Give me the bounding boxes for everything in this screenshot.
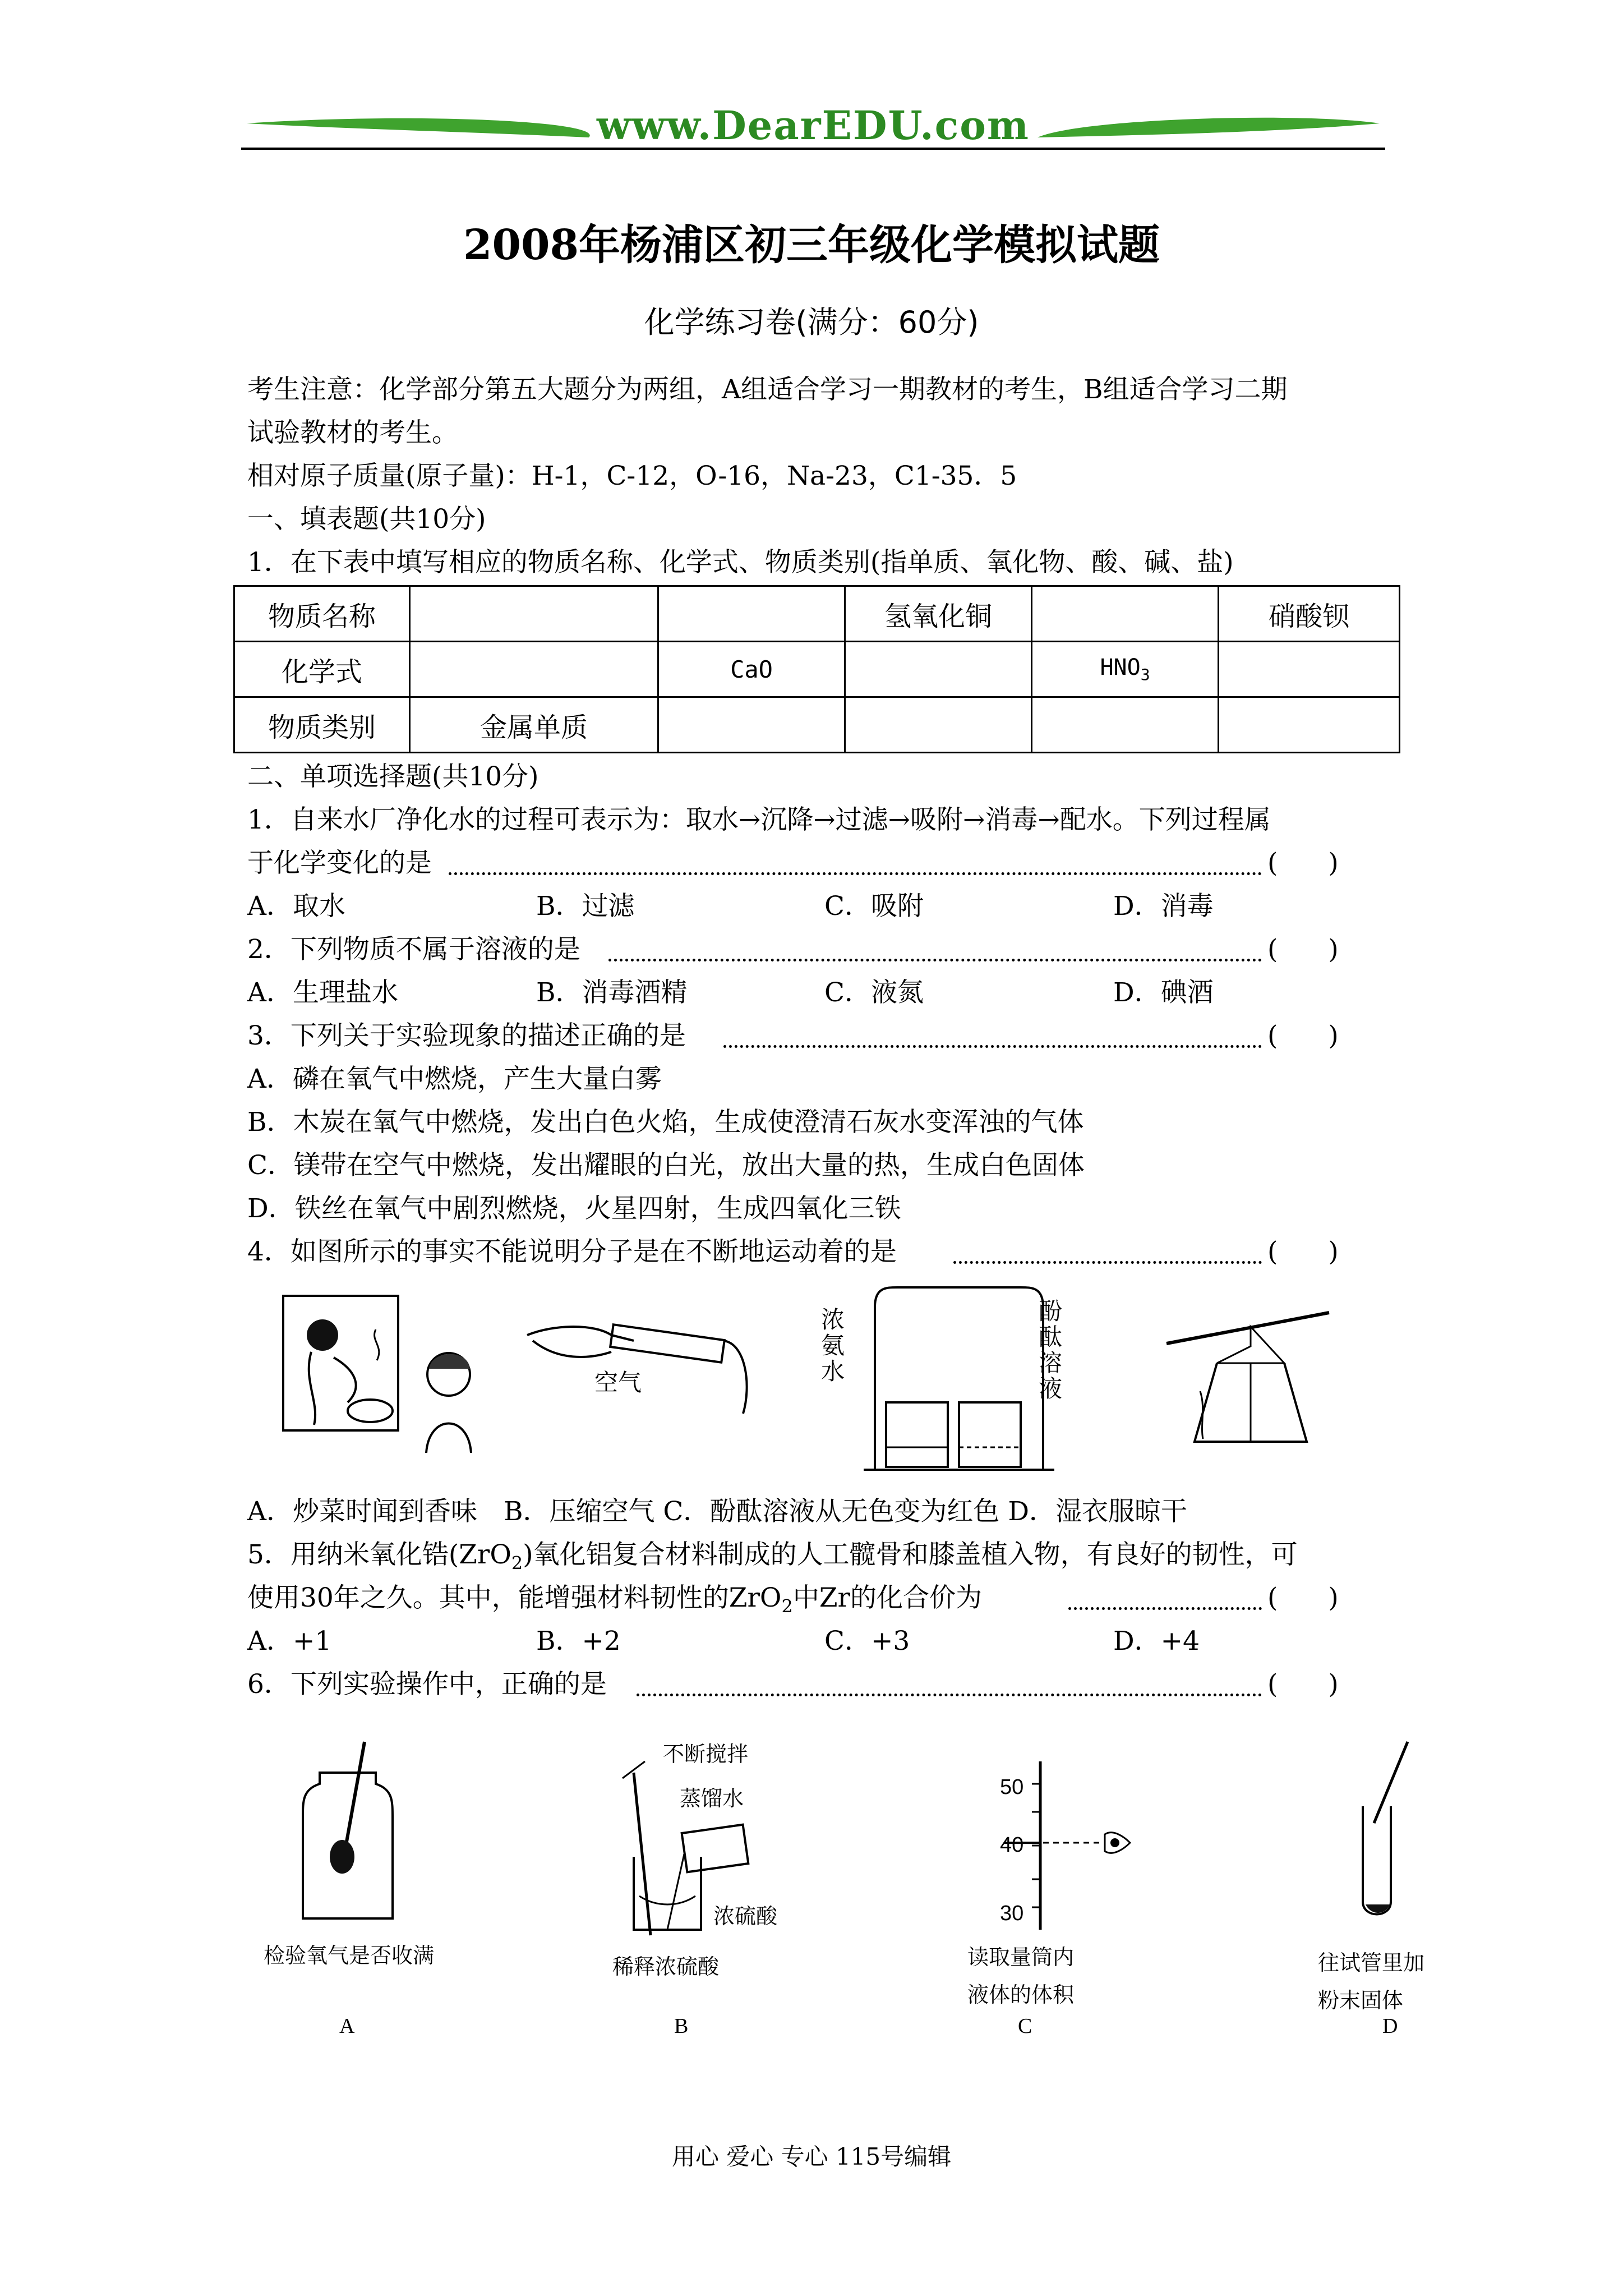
- q6-a-caption: 检验氧气是否收满: [264, 1943, 435, 1968]
- header-logo: [241, 102, 1385, 163]
- answer-paren: ( ): [1267, 1020, 1339, 1051]
- page-title: 2008年杨浦区初三年级化学模拟试题: [463, 221, 1160, 269]
- q6-c-tick-40: 40: [1000, 1833, 1024, 1857]
- table-cell: [1032, 697, 1219, 753]
- page-footer: 用心 爱心 专心 115号编辑: [671, 2143, 952, 2170]
- q6-letter-c: C: [1018, 2014, 1032, 2038]
- q5-option-a: A．+1: [247, 1626, 332, 1657]
- q4-figure-syringe: [522, 1301, 757, 1438]
- q6-d-caption-1: 往试管里加: [1318, 1950, 1425, 1975]
- section2-heading: 二、单项选择题(共10分): [247, 761, 539, 792]
- formula-subscript: 3: [1140, 665, 1150, 684]
- q6-c-tick-50: 50: [1000, 1775, 1024, 1799]
- cooking-illustration-icon: [280, 1290, 494, 1458]
- dot-leader: [723, 1045, 1262, 1048]
- table-cell: [410, 586, 658, 642]
- ammonia-label: 浓 氨 水: [821, 1306, 845, 1385]
- dot-leader: [1068, 1607, 1262, 1610]
- answer-paren: ( ): [1267, 934, 1339, 965]
- section1-heading: 一、填表题(共10分): [247, 504, 486, 535]
- dot-leader: [953, 1261, 1262, 1264]
- q6-c-caption-1: 读取量筒内: [967, 1945, 1075, 1970]
- q5-option-b: B．+2: [536, 1626, 621, 1657]
- q2-option-b: B．消毒酒精: [536, 977, 688, 1008]
- table-cell: [658, 586, 845, 642]
- q3-option-b: B．木炭在氧气中燃烧，发出白色火焰，生成使澄清石灰水变浑浊的气体: [247, 1107, 1084, 1138]
- table-cell: [1219, 697, 1400, 753]
- q6-b-stir-label: 不断搅拌: [663, 1742, 749, 1766]
- table-cell: 氢氧化铜: [845, 586, 1032, 642]
- table-row: [234, 586, 1400, 642]
- gas-jar-illustration-icon: [292, 1739, 404, 1930]
- q6-d-caption-2: 粉末固体: [1318, 1988, 1404, 2013]
- answer-paren: ( ): [1267, 848, 1339, 878]
- q3: 3．下列关于实验现象的描述正确的是: [247, 1020, 686, 1051]
- q6: 6．下列实验操作中，正确的是: [247, 1669, 607, 1700]
- q2-option-c: C．液氮: [824, 977, 924, 1008]
- q4-options: A．炒菜时闻到香味 B．压缩空气 C．酚酞溶液从无色变为红色 D．湿衣服晾干: [247, 1496, 1188, 1527]
- q4: 4．如图所示的事实不能说明分子是在不断地运动着的是: [247, 1236, 897, 1267]
- beakers-illustration-icon: [819, 1285, 1066, 1475]
- row-header: 物质类别: [234, 697, 410, 753]
- phenolphthalein-label: 酚 酞 溶 液: [1039, 1297, 1063, 1402]
- logo-text: www.DearEDU.com: [596, 102, 1030, 149]
- table-row: [234, 642, 1400, 697]
- q1-option-a: A．取水: [247, 891, 345, 922]
- syringe-air-label: 空气: [594, 1369, 642, 1396]
- substance-table: [233, 585, 1400, 753]
- q3-option-c: C．镁带在空气中燃烧，发出耀眼的白光，放出大量的热，生成白色固体: [247, 1150, 1085, 1181]
- dot-leader: [637, 1694, 1262, 1696]
- notice-line-2: 试验教材的考生。: [247, 417, 458, 448]
- answer-paren: ( ): [1267, 1669, 1339, 1700]
- test-tube-illustration-icon: [1340, 1739, 1424, 1924]
- q5-option-c: C．+3: [824, 1626, 910, 1657]
- table-cell: 金属单质: [410, 697, 658, 753]
- answer-paren: ( ): [1267, 1236, 1339, 1267]
- table-cell: 硝酸钡: [1219, 586, 1400, 642]
- answer-paren: ( ): [1267, 1582, 1339, 1613]
- table-cell: [845, 697, 1032, 753]
- q1-line-1: 1．自来水厂净化水的过程可表示为：取水→沉降→过滤→吸附→消毒→配水。下列过程属: [247, 804, 1271, 835]
- table-row: [234, 697, 1400, 753]
- q5-option-d: D．+4: [1113, 1626, 1200, 1657]
- table-cell: [1032, 642, 1219, 697]
- q6-b-water-label: 蒸馏水: [680, 1786, 744, 1811]
- page-subtitle: 化学练习卷(满分：60分): [644, 305, 979, 340]
- row-header: 物质名称: [234, 586, 410, 642]
- q6-letter-a: A: [339, 2014, 355, 2038]
- table-cell: CaO: [658, 642, 845, 697]
- drying-clothes-illustration-icon: [1161, 1301, 1340, 1458]
- q1-option-c: C．吸附: [824, 891, 924, 922]
- q6-c-tick-30: 30: [1000, 1902, 1024, 1925]
- q6-c-caption-2: 液体的体积: [967, 1982, 1075, 2007]
- q1-option-d: D．消毒: [1113, 891, 1214, 922]
- atomic-mass: 相对原子质量(原子量)：H-1，C-12，O-16，Na-23，C1-35．5: [247, 461, 1017, 491]
- q2: 2．下列物质不属于溶液的是: [247, 934, 580, 965]
- q3-option-d: D．铁丝在氧气中剧烈燃烧，火星四射，生成四氧化三铁: [247, 1193, 901, 1224]
- table-cell: [845, 642, 1032, 697]
- q4-figure-clothes: [1161, 1301, 1340, 1461]
- formula-hno3: HNO: [1100, 655, 1141, 680]
- q6-b-acid-label: 浓硫酸: [713, 1904, 778, 1929]
- table-cell: [658, 697, 845, 753]
- q1-line-2: 于化学变化的是: [247, 848, 432, 878]
- q2-option-a: A．生理盐水: [247, 977, 398, 1008]
- notice-line-1: 考生注意：化学部分第五大题分为两组，A组适合学习一期教材的考生，B组适合学习二期: [247, 374, 1288, 405]
- q2-option-d: D．碘酒: [1113, 977, 1214, 1008]
- q5-line-1: 5．用纳米氧化锆(ZrO$_2$)氧化铝复合材料制成的人工髋骨和膝盖植入物，有良好的韧性，可: [247, 1539, 1298, 1574]
- q3-option-a: A．磷在氧气中燃烧，产生大量白雾: [247, 1064, 662, 1094]
- section1-q1: 1．在下表中填写相应的物质名称、化学式、物质类别(指单质、氧化物、酸、碱、盐): [247, 547, 1234, 578]
- q1-option-b: B．过滤: [536, 891, 635, 922]
- table-cell: [1219, 642, 1400, 697]
- q6-figure-a: [292, 1739, 404, 1932]
- q4-figure-cooking: [280, 1290, 494, 1461]
- dot-leader: [608, 959, 1262, 961]
- q4-figure-beakers: [819, 1285, 1066, 1478]
- row-header: 化学式: [234, 642, 410, 697]
- table-cell: [410, 642, 658, 697]
- table-cell: [1032, 586, 1219, 642]
- q6-figure-d: [1340, 1739, 1424, 1926]
- q6-b-caption: 稀释浓硫酸: [612, 1954, 720, 1979]
- dot-leader: [449, 872, 1262, 875]
- q6-letter-d: D: [1382, 2014, 1398, 2038]
- q5-line-2: 使用30年之久。其中，能增强材料韧性的ZrO$_2$中Zr的化合价为: [247, 1582, 982, 1617]
- q6-letter-b: B: [674, 2014, 689, 2038]
